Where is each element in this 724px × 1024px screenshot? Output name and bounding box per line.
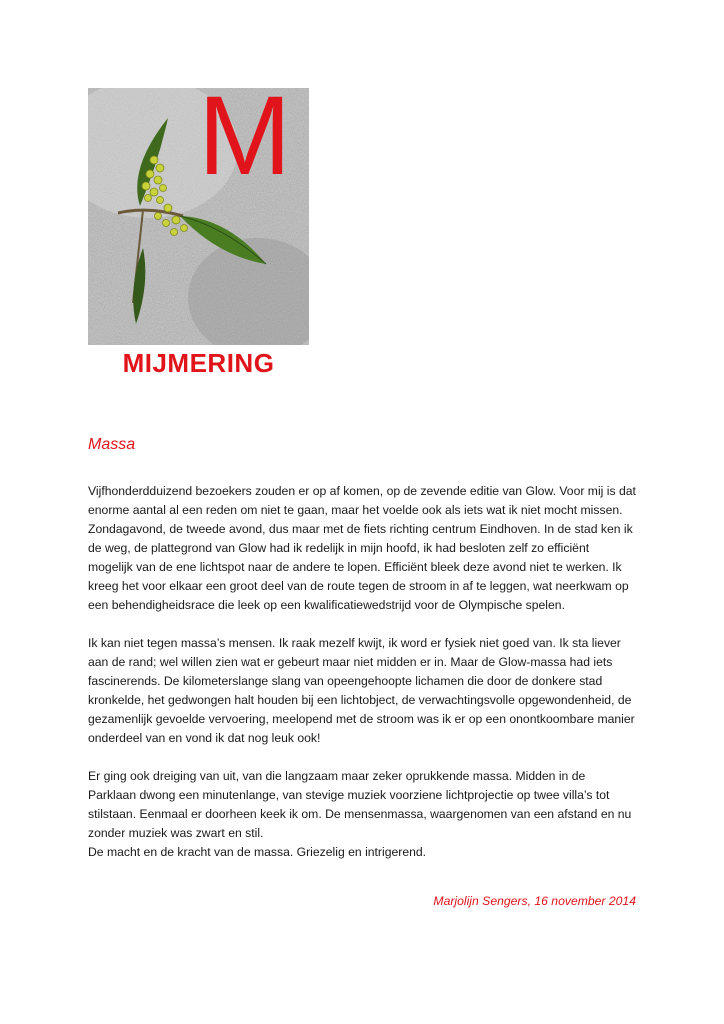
paragraph: Ik kan niet tegen massa’s mensen. Ik raak mezelf kwijt, ik word er fysiek niet goed van. Ik sta liever aan de rand; wel willen zien wat er gebeurt maar niet midden er in. Maar de Glow-massa had iets fascinerends. De kilometerslange slang van opeengehoopte lichamen die door de donkere stad kronkelde, het gedwongen halt houden bij een lichtobject, de verwachtingsvolle opgewondenheid, de gezamenlijk gevoelde vervoering, meelopend met de stroom was ik er op een onontkoombare manier onderdeel van en vond ik dat nog leuk ook! [88,636,635,745]
paragraph: Vijfhonderdduizend bezoekers zouden er op af komen, op de zevende editie van Glow. Voor mij is dat enorme aantal al een reden om niet te gaan, maar het voelde ook als iets wat ik niet mocht missen. Zondagavond, de tweede avond, dus maar met de fiets richting centrum Eindhoven. In de stad ken ik de weg, de plattegrond van Glow had ik redelijk in mijn hoofd, ik had besloten zelf zo efficiënt mogelijk van de ene lichtspot naar de andere te lopen. Efficiënt bleek deze avond niet te werken. Ik kreeg het voor elkaar een groot deel van de route tegen de stroom in af te leggen, wat neerkwam op een behendigheidsrace die leek op een kwalificatiewedstrijd voor de Olympische spelen. [88,484,636,612]
brand-title: MIJMERING [122,348,275,378]
logo-letter: M [198,88,292,198]
olive-branch-on-stone-icon [88,88,309,345]
article-title: Massa [88,436,136,453]
article-body [88,482,636,862]
signature: Marjolijn Sengers, 16 november 2014 [433,894,636,908]
header-image [88,88,309,345]
paragraph: De macht en de kracht van de massa. Griezelig en intrigerend. [88,845,427,859]
paragraph: Er ging ook dreiging van uit, van die langzaam maar zeker oprukkende massa. Midden in de Parklaan dwong een minutenlange, van stevige muziek voorziene lichtprojectie op twee villa’s tot stilstaan. Eenmaal er doorheen keek ik om. De mensenmassa, waargenomen van een afstand en nu zonder muziek was zwart en stil. [88,769,632,840]
